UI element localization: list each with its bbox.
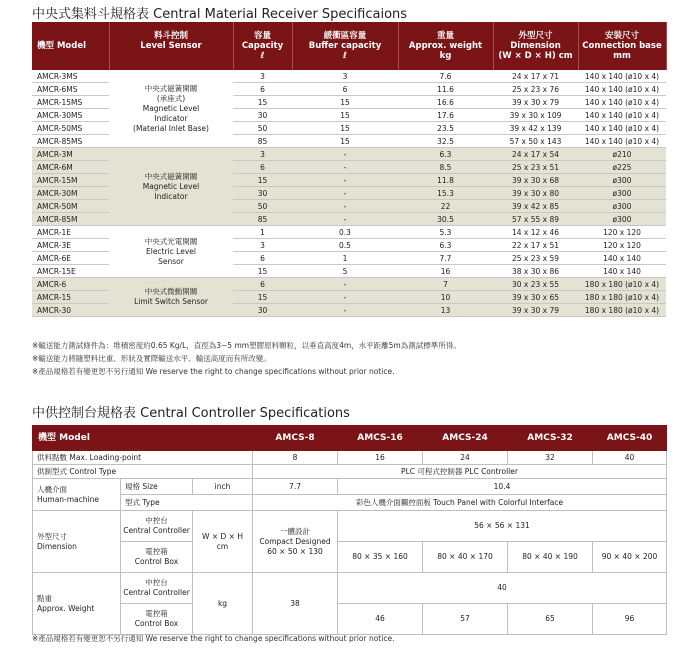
cell: 7.6 [398, 70, 493, 83]
cell: 46 [338, 604, 423, 635]
dimension-box-row [33, 542, 667, 573]
cell: 39 x 30 x 68 [493, 174, 578, 187]
cell: 15.3 [398, 187, 493, 200]
model-cell: AMCR-6M [32, 161, 109, 174]
cell: 3 [292, 70, 398, 83]
cell: 15 [292, 122, 398, 135]
cell: 180 x 180 (ø10 x 4) [578, 278, 666, 291]
cell: 24 [423, 451, 508, 465]
cell: ø300 [578, 213, 666, 226]
controller-header-row [33, 426, 667, 451]
header-amcs-40: AMCS-40 [593, 426, 667, 451]
receiver-notes [32, 339, 461, 378]
sensor-line: 中央式微動開關 [144, 287, 198, 296]
cell: 80 × 35 × 160 [338, 542, 423, 573]
note-line: ※輸送能力將隨塑料比重、形狀及實際輸送水平、輸送高度而有所改變。 [32, 354, 271, 363]
cell: 0.3 [292, 226, 398, 239]
cell: 85 [233, 213, 292, 226]
model-cell: AMCR-85M [32, 213, 109, 226]
cell: 25 x 23 x 59 [493, 252, 578, 265]
amcs8-dimension: 一體設計 Compact Designed 60 × 50 × 130 [253, 511, 338, 573]
cell: 140 x 140 (ø10 x 4) [578, 96, 666, 109]
model-cell: AMCR-85MS [32, 135, 109, 148]
cc-weight-value: 40 [338, 573, 667, 604]
cell: 0.5 [292, 239, 398, 252]
cell: - [292, 161, 398, 174]
cell: 3 [233, 148, 292, 161]
model-cell: AMCR-15MS [32, 96, 109, 109]
sensor-line: (Material Inlet Base) [133, 123, 209, 133]
cell: 22 x 17 x 51 [493, 239, 578, 252]
cell: 85 [233, 135, 292, 148]
cell: 50 [233, 200, 292, 213]
cell: 39 x 42 x 139 [493, 122, 578, 135]
control-type-value: PLC 可程式控制器 PLC Controller [253, 465, 667, 479]
model-cell: AMCR-30MS [32, 109, 109, 122]
cell: 140 x 140 (ø10 x 4) [578, 83, 666, 96]
loading-point-row [33, 451, 667, 465]
cell: 32.5 [398, 135, 493, 148]
cell: 24 x 17 x 54 [493, 148, 578, 161]
table-row [32, 278, 666, 291]
cell: 17.6 [398, 109, 493, 122]
cell: 39 x 30 x 109 [493, 109, 578, 122]
weight-box-row [33, 604, 667, 635]
hmi-size-row [33, 479, 667, 495]
cell: 15 [292, 135, 398, 148]
cell: 3 [233, 239, 292, 252]
sensor-line: Indicator [154, 191, 188, 201]
sensor-line: 中央式磁簧開關 [144, 171, 198, 181]
cell: 6.3 [398, 239, 493, 252]
cell: 38 x 30 x 86 [493, 265, 578, 278]
cell: 180 x 180 (ø10 x 4) [578, 304, 666, 317]
cell: 180 x 180 (ø10 x 4) [578, 291, 666, 304]
model-cell: AMCR-15 [32, 291, 109, 304]
cell: 140 x 140 (ø10 x 4) [578, 122, 666, 135]
cell: 7 [398, 278, 493, 291]
cell: 39 x 42 x 85 [493, 200, 578, 213]
dimension-cc-label: 中控台 Central Controller [121, 511, 193, 542]
level-sensor-cell [109, 226, 233, 278]
cell: 8 [253, 451, 338, 465]
weight-unit: kg [193, 573, 253, 635]
cell: ø300 [578, 187, 666, 200]
cell: 25 x 23 x 76 [493, 83, 578, 96]
header-capacity: 容量 Capacity ℓ [233, 22, 292, 70]
sensor-line: (承座式) [156, 93, 186, 103]
sensor-line: Magnetic Level [142, 181, 200, 191]
cell: 15 [233, 265, 292, 278]
cell: - [292, 278, 398, 291]
sensor-line: Sensor [158, 256, 184, 266]
sensor-line: Indicator [154, 113, 188, 123]
hmi-type-label: 型式 Type [121, 495, 253, 511]
receiver-spec-title: 中央式集料斗規格表 Central Material Receiver Specificaions [32, 7, 408, 22]
dimension-unit: W × D × H cm [193, 511, 253, 573]
cell: 11.8 [398, 174, 493, 187]
cell: 80 × 40 × 170 [423, 542, 508, 573]
hmi-label: 人機介面 Human-machine [33, 479, 121, 511]
control-type-label: 供制型式 Control Type [33, 465, 253, 479]
weight-box-label: 電控箱 Control Box [121, 604, 193, 635]
cell: 5.3 [398, 226, 493, 239]
model-cell: AMCR-30M [32, 187, 109, 200]
header-model: 機型 Model [32, 22, 109, 70]
cell: 22 [398, 200, 493, 213]
cell: 39 x 30 x 65 [493, 291, 578, 304]
receiver-spec-table [32, 22, 667, 317]
cell: 39 x 30 x 79 [493, 304, 578, 317]
cell: - [292, 291, 398, 304]
sensor-line: 中央式磁簧開關 [144, 83, 198, 93]
cell: 39 x 30 x 80 [493, 187, 578, 200]
cell: 6 [233, 161, 292, 174]
weight-cc-row [33, 573, 667, 604]
hmi-size-label: 規格 Size [121, 479, 193, 495]
cell: - [292, 148, 398, 161]
header-level-sensor: 料斗控制 Level Sensor [109, 22, 233, 70]
cell: 140 x 140 [578, 265, 666, 278]
header-connection: 安裝尺寸 Connection base mm [578, 22, 666, 70]
controller-note: ※產品規格若有變更恕不另行通知 We reserve the right to change specifications without prior notice. [32, 634, 395, 643]
model-cell: AMCR-1E [32, 226, 109, 239]
level-sensor-cell [109, 278, 233, 317]
model-cell: AMCR-3E [32, 239, 109, 252]
note-line: ※產品規格若有變更恕不另行通知 We reserve the right to change specifications without prior notice. [32, 367, 395, 376]
header-buffer: 緩衝區容量 Buffer capacity ℓ [292, 22, 398, 70]
cell: 16 [398, 265, 493, 278]
cell: 30 [233, 109, 292, 122]
header-dimension: 外型尺寸 Dimension (W × D × H) cm [493, 22, 578, 70]
amcs8-weight: 38 [253, 573, 338, 635]
table-row [32, 70, 666, 83]
cell: 25 x 23 x 51 [493, 161, 578, 174]
cell: 140 x 140 (ø10 x 4) [578, 135, 666, 148]
hmi-type-row [33, 495, 667, 511]
cell: - [292, 200, 398, 213]
cell: 120 x 120 [578, 239, 666, 252]
cell: 80 × 40 × 190 [508, 542, 593, 573]
header-amcs-24: AMCS-24 [423, 426, 508, 451]
cell: 1 [292, 252, 398, 265]
cell: 120 x 120 [578, 226, 666, 239]
cell: 6 [233, 278, 292, 291]
cell: 5 [292, 265, 398, 278]
dimension-cc-row [33, 511, 667, 542]
cell: 7.7 [398, 252, 493, 265]
model-cell: AMCR-3M [32, 148, 109, 161]
cell: 57 [423, 604, 508, 635]
cell: 23.5 [398, 122, 493, 135]
cell: ø210 [578, 148, 666, 161]
cell: 90 × 40 × 200 [593, 542, 667, 573]
cell: 15 [233, 291, 292, 304]
header-amcs-32: AMCS-32 [508, 426, 593, 451]
control-type-row [33, 465, 667, 479]
cc-dimension-value: 56 × 56 × 131 [338, 511, 667, 542]
header-weight: 重量 Approx. weight kg [398, 22, 493, 70]
header-amcs-8: AMCS-8 [253, 426, 338, 451]
cell: - [292, 213, 398, 226]
level-sensor-cell [109, 70, 233, 148]
cell: 57 x 50 x 143 [493, 135, 578, 148]
dimension-label: 外型尺寸 Dimension [33, 511, 121, 573]
sensor-line: Magnetic Level [142, 103, 200, 113]
cell: 1 [233, 226, 292, 239]
cell: 15 [292, 109, 398, 122]
cell: 140 x 140 (ø10 x 4) [578, 70, 666, 83]
sensor-line: Limit Switch Sensor [134, 297, 208, 306]
cell: 57 x 55 x 89 [493, 213, 578, 226]
cell: 15 [233, 174, 292, 187]
cell: ø225 [578, 161, 666, 174]
model-cell: AMCR-15E [32, 265, 109, 278]
hmi-size-unit: inch [193, 479, 253, 495]
controller-spec-title: 中供控制台規格表 Central Controller Specifications [32, 406, 350, 421]
cell: 50 [233, 122, 292, 135]
cell: - [292, 187, 398, 200]
cell: 30.5 [398, 213, 493, 226]
cell: 11.6 [398, 83, 493, 96]
cell: 65 [508, 604, 593, 635]
header-model: 機型 Model [33, 426, 253, 451]
weight-label: 點重 Approx. Weight [33, 573, 121, 635]
cell: 10.4 [338, 479, 667, 495]
sensor-line: 中央式光電開關 [144, 236, 198, 246]
model-cell: AMCR-3MS [32, 70, 109, 83]
cell: 16 [338, 451, 423, 465]
cell: 96 [593, 604, 667, 635]
model-cell: AMCR-15M [32, 174, 109, 187]
cell: 15 [233, 96, 292, 109]
cell: 32 [508, 451, 593, 465]
cell: 10 [398, 291, 493, 304]
model-cell: AMCR-30 [32, 304, 109, 317]
cell: 39 x 30 x 79 [493, 96, 578, 109]
cell: 140 x 140 [578, 252, 666, 265]
cell: - [292, 304, 398, 317]
model-cell: AMCR-6E [32, 252, 109, 265]
cell: ø300 [578, 200, 666, 213]
cell: ø300 [578, 174, 666, 187]
sensor-line: Electric Level [146, 246, 196, 256]
cell: 6 [292, 83, 398, 96]
model-cell: AMCR-6MS [32, 83, 109, 96]
cell: 30 [233, 304, 292, 317]
cell: 30 x 23 x 55 [493, 278, 578, 291]
model-cell: AMCR-50MS [32, 122, 109, 135]
cell: 24 x 17 x 71 [493, 70, 578, 83]
weight-cc-label: 中控台 Central Controller [121, 573, 193, 604]
cell: 6 [233, 83, 292, 96]
loading-point-label: 供料點數 Max. Loading-point [33, 451, 253, 465]
cell: 8.5 [398, 161, 493, 174]
cell: 14 x 12 x 46 [493, 226, 578, 239]
cell: 13 [398, 304, 493, 317]
table-header-row [32, 22, 666, 70]
cell: 6 [233, 252, 292, 265]
dimension-box-label: 電控箱 Control Box [121, 542, 193, 573]
cell: 7.7 [253, 479, 338, 495]
table-row [32, 226, 666, 239]
cell: 40 [593, 451, 667, 465]
cell: - [292, 174, 398, 187]
cell: 140 x 140 (ø10 x 4) [578, 109, 666, 122]
cell: 3 [233, 70, 292, 83]
level-sensor-cell [109, 148, 233, 226]
cell: 16.6 [398, 96, 493, 109]
cell: 15 [292, 96, 398, 109]
cell: 30 [233, 187, 292, 200]
hmi-type-value: 彩色人機介面觸控面板 Touch Panel with Colorful Interface [253, 495, 667, 511]
note-line: ※輸送能力測試條件為：堆積密度約0.65 Kg/L，直徑為3~5 mm塑膠原料顆粒，以垂直高度4m，水平距離5m為測試標準所得。 [32, 341, 461, 350]
cell: 6.3 [398, 148, 493, 161]
model-cell: AMCR-6 [32, 278, 109, 291]
table-row [32, 148, 666, 161]
header-amcs-16: AMCS-16 [338, 426, 423, 451]
model-cell: AMCR-50M [32, 200, 109, 213]
controller-spec-table [32, 425, 667, 635]
